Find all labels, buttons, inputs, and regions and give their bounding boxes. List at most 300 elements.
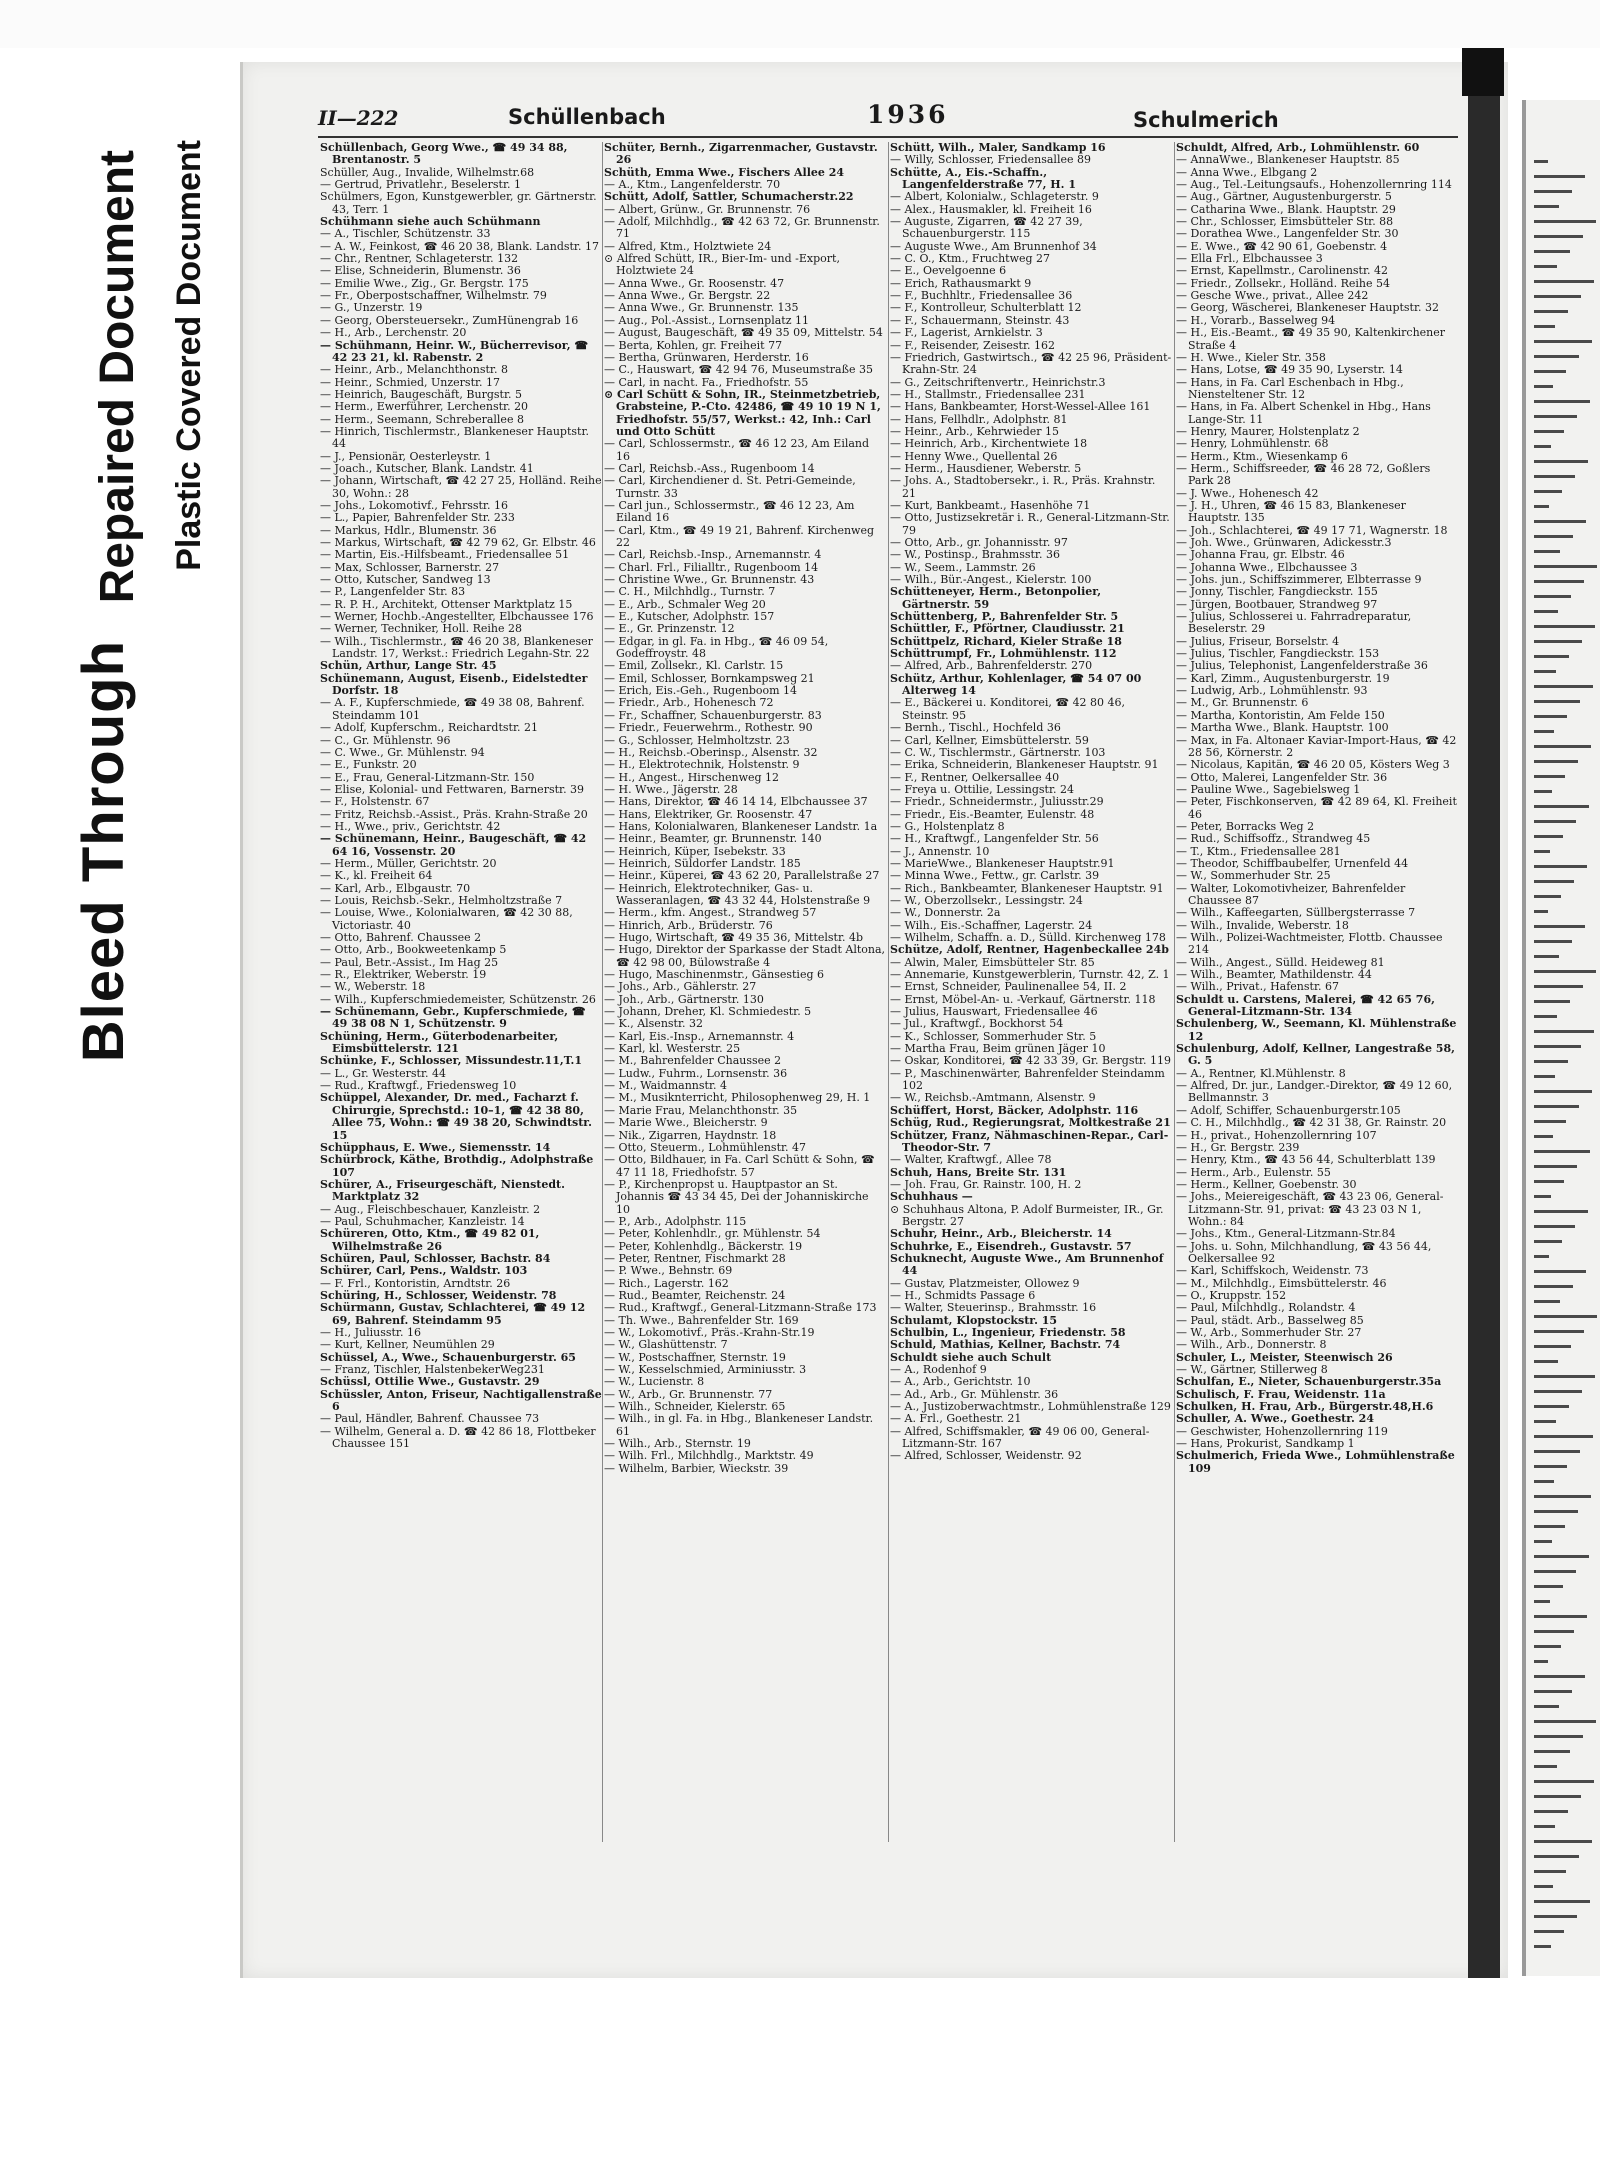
adjacent-page-text-fragment xyxy=(1534,1465,1567,1468)
directory-entry: — Heinr., Arb., Kehrwieder 15 xyxy=(890,424,1059,438)
directory-entry: — Alfred, Arb., Bahrenfelderstr. 270 xyxy=(890,659,1093,673)
directory-entry: — Karl, Zimm., Augustenburgerstr. 19 xyxy=(1176,671,1390,685)
directory-entry: — W., Glashüttenstr. 7 xyxy=(604,1338,728,1352)
directory-entry: Schulken, H. Frau, Arb., Bürgerstr.48,H.6 xyxy=(1176,1400,1434,1414)
directory-entry: — F., Schauermann, Steinstr. 43 xyxy=(890,313,1070,327)
directory-entry: — Karl, kl. Westerstr. 25 xyxy=(604,1042,741,1056)
adjacent-page-text-fragment xyxy=(1534,700,1580,703)
adjacent-page-text-fragment xyxy=(1534,1015,1557,1018)
directory-entry: — Erich, Rathausmarkt 9 xyxy=(890,276,1032,290)
directory-entry: — Georg, Wäscherei, Blankeneser Hauptstr. 32 xyxy=(1176,301,1440,315)
directory-entry: Schüg, Rud., Regierungsrat, Moltkestraße 21 xyxy=(890,1116,1171,1130)
directory-entry: — Alfred, Dr. jur., Landger.-Direktor, ☎ 49 12 60, Bellmannstr. 3 xyxy=(1176,1079,1453,1105)
directory-entry: — Dorathea Wwe., Langenfelder Str. 30 xyxy=(1176,227,1399,241)
directory-entry: — Ludwig, Arb., Lohmühlenstr. 93 xyxy=(1176,684,1368,698)
directory-entry: — Minna Wwe., Fettw., gr. Carlstr. 39 xyxy=(890,869,1100,883)
adjacent-page-text-fragment xyxy=(1534,1090,1592,1093)
directory-entry: Schüttrumpf, Fr., Lohmühlenstr. 112 xyxy=(890,647,1117,661)
directory-entry: — Hans, in Fa. Carl Eschenbach in Hbg., Niensteltener Str. 12 xyxy=(1176,375,1404,401)
directory-entry: — C., Hauswart, ☎ 42 94 76, Museumstraße 35 xyxy=(604,363,873,377)
adjacent-page-text-fragment xyxy=(1534,1480,1554,1483)
adjacent-page-text-fragment xyxy=(1534,1315,1597,1318)
directory-entry: — Wilh., Angest., Sülld. Heideweg 81 xyxy=(1176,955,1385,969)
directory-entry: Schuldt u. Carstens, Malerei, ☎ 42 65 76, General-Litzmann-Str. 134 xyxy=(1176,992,1435,1019)
directory-entry: — M., Waidmannstr. 4 xyxy=(604,1079,727,1093)
directory-entry: — F., Reisender, Zeisestr. 162 xyxy=(890,338,1055,352)
directory-entry: — Rud., Beamter, Reichenstr. 24 xyxy=(604,1288,786,1302)
directory-entry: — Henry, Maurer, Holstenplatz 2 xyxy=(1176,424,1360,438)
directory-entry: — Hinrich, Tischlermstr., Blankeneser Hauptstr. 44 xyxy=(320,424,590,451)
directory-entry: — Johs. A., Stadtobersekr., i. R., Präs. Krahnstr. 21 xyxy=(890,474,1156,500)
adjacent-page-text-fragment xyxy=(1534,160,1548,163)
directory-entry: — J. H., Uhren, ☎ 46 15 83, Blankeneser Hauptstr. 135 xyxy=(1176,498,1406,525)
directory-entry: — Walter, Steuerinsp., Brahmsstr. 16 xyxy=(890,1301,1097,1315)
directory-entry: — Wilh., Invalide, Weberstr. 18 xyxy=(1176,918,1349,932)
directory-entry: Schüpphaus, E. Wwe., Siemensstr. 14 xyxy=(320,1140,551,1154)
directory-entry: — Paul, Milchhdlg., Rolandstr. 4 xyxy=(1176,1301,1356,1315)
directory-entry: — Alfred, Schlosser, Weidenstr. 92 xyxy=(890,1449,1082,1463)
directory-entry: — Ludw., Fuhrm., Lornsenstr. 36 xyxy=(604,1066,788,1080)
adjacent-page-text-fragment xyxy=(1534,790,1552,793)
directory-entry: — Ella Frl., Elbchaussee 3 xyxy=(1176,252,1323,266)
directory-entry: — H., Eis.-Beamt., ☎ 49 35 90, Kaltenkirchener Straße 4 xyxy=(1176,326,1446,352)
directory-entry: Schulenburg, Adolf, Kellner, Langestraße 58, G. 5 xyxy=(1176,1042,1455,1068)
directory-entry: — Wilhelm, Schaffn. a. D., Sülld. Kirchenweg 178 xyxy=(890,931,1166,944)
directory-entry: — J. Wwe., Hohenesch 42 xyxy=(1176,486,1319,500)
directory-entry: — Kurt, Kellner, Neumühlen 29 xyxy=(320,1338,495,1352)
directory-entry: — Ad., Arb., Gr. Mühlenstr. 36 xyxy=(890,1387,1059,1401)
directory-entry: — Otto, Bildhauer, in Fa. Carl Schütt & Sohn, ☎ 47 11 18, Friedhofstr. 57 xyxy=(604,1153,875,1179)
directory-entry: — Emil, Schlosser, Bornkampsweg 21 xyxy=(604,671,815,685)
adjacent-page-text-fragment xyxy=(1534,1600,1550,1603)
adjacent-page-text-fragment xyxy=(1534,1945,1551,1948)
directory-entry: — H. Wwe., Jägerstr. 28 xyxy=(604,782,738,796)
directory-entry: — Julius, Schlosserei u. Fahrradreparatur, Beselerstr. 29 xyxy=(1176,610,1412,636)
directory-entry: — Henry, Ktm., ☎ 43 56 44, Schulterblatt 139 xyxy=(1176,1153,1436,1167)
adjacent-page-text-fragment xyxy=(1534,190,1572,193)
directory-entry: Schünke, F., Schlosser, Missundestr.11,T.1 xyxy=(320,1054,583,1068)
directory-entry: — Friedr., Feuerwehrm., Rothestr. 90 xyxy=(604,721,813,735)
directory-entry: Schüning, Herm., Güterbodenarbeiter, Eimsbüttelerstr. 121 xyxy=(320,1029,559,1056)
directory-entry: — Adolf, Schiffer, Schauenburgerstr.105 xyxy=(1176,1103,1401,1117)
directory-entry: — Friedr., Schneidermstr., Juliusstr.29 xyxy=(890,795,1104,809)
column-divider xyxy=(1174,142,1175,1842)
adjacent-page-text-fragment xyxy=(1534,1105,1579,1108)
adjacent-page-text-fragment xyxy=(1534,475,1575,478)
adjacent-page-text-fragment xyxy=(1534,685,1593,688)
adjacent-page-text-fragment xyxy=(1534,1825,1555,1828)
directory-entry: Schuldt, Alfred, Arb., Lohmühlenstr. 60 xyxy=(1176,142,1420,154)
directory-entry: — C. W., Tischlermstr., Gärtnerstr. 103 xyxy=(890,745,1106,759)
directory-entry: — Carl, Reichsb.-Ass., Rugenboom 14 xyxy=(604,461,815,475)
directory-entry: — K., Alsenstr. 32 xyxy=(604,1017,704,1031)
directory-entry: — Peter, Rentner, Fischmarkt 28 xyxy=(604,1251,786,1265)
directory-entry: Schuller, A. Wwe., Goethestr. 24 xyxy=(1176,1412,1374,1426)
directory-entry: Schüren, Paul, Schlosser, Bachstr. 84 xyxy=(320,1251,551,1265)
directory-entry: — Hans, Kolonialwaren, Blankeneser Landstr. 1a xyxy=(604,819,878,833)
directory-entry: — Otto, Arb., gr. Johannisstr. 97 xyxy=(890,536,1068,549)
directory-entry: — E. Wwe., ☎ 42 90 61, Goebenstr. 4 xyxy=(1176,239,1388,253)
directory-entry: — E., Funkstr. 20 xyxy=(320,758,417,772)
directory-entry: — H., Vorarb., Basselweg 94 xyxy=(1176,313,1336,327)
directory-entry: — Wilhelm, Barbier, Wieckstr. 39 xyxy=(604,1461,789,1475)
directory-entry: — Berta, Kohlen, gr. Freiheit 77 xyxy=(604,338,783,352)
directory-entry: — Aug., Tel.-Leitungsaufs., Hohenzollernring 114 xyxy=(1176,178,1452,192)
directory-entry: — Peter, Borracks Weg 2 xyxy=(1176,819,1315,833)
directory-entry: — Elise, Kolonial- und Fettwaren, Barnerstr. 39 xyxy=(320,782,585,796)
directory-entry: — Th. Wwe., Bahrenfelder Str. 169 xyxy=(604,1313,799,1327)
adjacent-page-text-fragment xyxy=(1534,1930,1564,1933)
directory-entry: — Johanna Frau, gr. Elbstr. 46 xyxy=(1176,548,1345,562)
adjacent-page-text-fragment xyxy=(1534,1690,1572,1693)
adjacent-page-text-fragment xyxy=(1534,1810,1568,1813)
directory-column-4 xyxy=(1176,142,1458,1922)
directory-entry: — Julius, Friseur, Borselstr. 4 xyxy=(1176,634,1340,648)
directory-entry: — Gesche Wwe., privat., Allee 242 xyxy=(1176,289,1369,303)
directory-entry: — Peter, Fischkonserven, ☎ 42 89 64, Kl. Freiheit 46 xyxy=(1176,795,1457,821)
directory-entry: — Heinr., Schmied, Unzerstr. 17 xyxy=(320,375,501,389)
directory-entry: — Otto, Kutscher, Sandweg 13 xyxy=(320,573,491,587)
adjacent-page-text-fragment xyxy=(1534,1255,1549,1258)
adjacent-page-text-fragment xyxy=(1534,205,1559,208)
directory-entry: — Ernst, Möbel-An- u. -Verkauf, Gärtnerstr. 118 xyxy=(890,992,1156,1006)
directory-entry: — Hans, Bankbeamter, Horst-Wessel-Allee 161 xyxy=(890,400,1151,414)
directory-entry: — Wilh., Eis.-Schaffner, Lagerstr. 24 xyxy=(890,918,1093,932)
directory-entry: Schürmann, Gustav, Schlachterei, ☎ 49 12 69, Bahrenf. Steindamm 95 xyxy=(320,1301,586,1327)
directory-entry: — Herm., Seemann, Schreberallee 8 xyxy=(320,412,524,426)
adjacent-page-text-fragment xyxy=(1534,1885,1553,1888)
adjacent-page-text-fragment xyxy=(1534,1150,1590,1153)
directory-entry: — Peter, Kohlenhdlr., gr. Mühlenstr. 54 xyxy=(604,1227,821,1241)
page-number: II—222 xyxy=(318,106,399,130)
directory-entry: — Wilh., Arb., Donnerstr. 8 xyxy=(1176,1338,1327,1352)
directory-entry: — G., Holstenplatz 8 xyxy=(890,819,1005,833)
directory-entry: — Rud., Kraftwgf., Friedensweg 10 xyxy=(320,1079,517,1093)
directory-entry: — O., Kruppstr. 152 xyxy=(1176,1288,1287,1302)
directory-entry: — H., Arb., Lerchenstr. 20 xyxy=(320,326,467,340)
adjacent-page-text-fragment xyxy=(1534,1060,1568,1063)
adjacent-page-text-fragment xyxy=(1534,445,1551,448)
adjacent-page-text-fragment xyxy=(1534,430,1564,433)
directory-entry: — F., Kontrolleur, Schulterblatt 12 xyxy=(890,301,1082,315)
adjacent-page-text-fragment xyxy=(1534,880,1574,883)
adjacent-page-text-fragment xyxy=(1534,865,1587,868)
directory-entry: — W., Lucienstr. 8 xyxy=(604,1375,705,1389)
directory-entry: — Paul, Händler, Bahrenf. Chaussee 73 xyxy=(320,1412,540,1426)
directory-entry: — Joh. Frau, Gr. Rainstr. 100, H. 2 xyxy=(890,1177,1082,1191)
adjacent-page-text-fragment xyxy=(1534,385,1553,388)
adjacent-page-text-fragment xyxy=(1534,670,1556,673)
directory-entry: — Wilh., Privat., Hafenstr. 67 xyxy=(1176,980,1340,994)
directory-entry: — Fr., Oberpostschaffner, Wilhelmstr. 79 xyxy=(320,289,547,303)
directory-entry: — Otto, Justizsekretär i. R., General-Litzmann-Str. 79 xyxy=(890,511,1170,537)
directory-entry: — Albert, Kolonialw., Schlageterstr. 9 xyxy=(890,190,1099,204)
directory-entry: — Martha, Kontoristin, Am Felde 150 xyxy=(1176,708,1385,722)
directory-entry: — Marie Wwe., Bleicherstr. 9 xyxy=(604,1116,768,1130)
adjacent-page-text-fragment xyxy=(1534,1330,1584,1333)
directory-entry: — Karl, Eis.-Insp., Arnemannstr. 4 xyxy=(604,1029,795,1043)
directory-entry: Schütte, A., Eis.-Schaffn., Langenfelderstraße 77, H. 1 xyxy=(890,165,1076,192)
directory-entry: — Werner, Techniker, Holl. Reihe 28 xyxy=(320,622,523,636)
adjacent-page-text-fragment xyxy=(1534,1045,1581,1048)
adjacent-page-text-fragment xyxy=(1534,745,1591,748)
directory-entry: — C. Wwe., Gr. Mühlenstr. 94 xyxy=(320,745,485,759)
directory-entry: — Alex., Hausmakler, kl. Freiheit 16 xyxy=(890,202,1092,216)
directory-entry: — Hans, Direktor, ☎ 46 14 14, Elbchaussee 37 xyxy=(604,795,868,809)
directory-entry: — Friedr., Eis.-Beamter, Eulenstr. 48 xyxy=(890,807,1095,821)
directory-entry: — August, Baugeschäft, ☎ 49 35 09, Mittelstr. 54 xyxy=(604,326,883,340)
directory-entry: — W., Reichsb.-Amtmann, Alsenstr. 9 xyxy=(890,1091,1096,1105)
directory-entry: — P., Langenfelder Str. 83 xyxy=(320,585,466,599)
directory-entry: — Wilh., Polizei-Wachtmeister, Flottb. Chaussee 214 xyxy=(1176,931,1443,957)
directory-entry: — Adolf, Kupferschm., Reichardtstr. 21 xyxy=(320,721,538,735)
adjacent-page-text-fragment xyxy=(1534,1615,1587,1618)
adjacent-page-text-fragment xyxy=(1534,1180,1564,1183)
directory-entry: — Emil, Zollsekr., Kl. Carlstr. 15 xyxy=(604,659,784,673)
directory-entry: — Rud., Kraftwgf., General-Litzmann-Straße 173 xyxy=(604,1301,877,1315)
directory-entry: Schütteneyer, Herm., Betonpolier, Gärtnerstr. 59 xyxy=(890,585,1102,611)
directory-entry: — Hans, Prokurist, Sandkamp 1 xyxy=(1176,1437,1355,1451)
directory-entry: — W., Oberzollsekr., Lessingstr. 24 xyxy=(890,893,1083,907)
directory-entry: — W., Kesselschmied, Arminiusstr. 3 xyxy=(604,1363,807,1377)
directory-entry: Schüth, Emma Wwe., Fischers Allee 24 xyxy=(604,165,845,179)
adjacent-page-text-fragment xyxy=(1534,370,1566,373)
directory-entry: — Joh. Wwe., Grünwaren, Adickesstr.3 xyxy=(1176,536,1392,549)
header-rule xyxy=(318,136,1458,138)
adjacent-page-text-fragment xyxy=(1534,1240,1562,1243)
directory-entry: — Otto, Bahrenf. Chaussee 2 xyxy=(320,931,482,944)
directory-entry: — C. O., Ktm., Fruchtweg 27 xyxy=(890,252,1051,266)
adjacent-page-text-fragment xyxy=(1534,970,1596,973)
directory-entry: — Nicolaus, Kapitän, ☎ 46 20 05, Kösters Weg 3 xyxy=(1176,758,1450,772)
directory-entry: — H., Stallmstr., Friedensallee 231 xyxy=(890,387,1086,401)
directory-entry: — Aug., Fleischbeschauer, Kanzleistr. 2 xyxy=(320,1202,541,1216)
directory-entry: — H., Angest., Hirschenweg 12 xyxy=(604,770,780,784)
directory-entry: — Gertrud, Privatlehr., Beselerstr. 1 xyxy=(320,178,522,192)
directory-entry: — E., Bäckerei u. Konditorei, ☎ 42 80 46, Steinstr. 95 xyxy=(890,696,1126,722)
directory-entry: — C. H., Milchhdlg., Turnstr. 7 xyxy=(604,585,776,599)
directory-entry: — Heinrich, Süldorfer Landstr. 185 xyxy=(604,856,801,870)
directory-entry: — Fritz, Reichsb.-Assist., Präs. Krahn-Straße 20 xyxy=(320,807,588,821)
directory-entry: — Walter, Kraftwgf., Allee 78 xyxy=(890,1153,1052,1167)
adjacent-page-text-fragment xyxy=(1534,775,1565,778)
directory-entry: Schuhr, Heinr., Arb., Bleicherstr. 14 xyxy=(890,1227,1112,1241)
directory-entry: — Henry, Lohmühlenstr. 68 xyxy=(1176,437,1329,451)
adjacent-page-text-fragment xyxy=(1534,1195,1551,1198)
directory-entry: — Catharina Wwe., Blank. Hauptstr. 29 xyxy=(1176,202,1396,216)
directory-entry: — Karl, Arb., Elbgaustr. 70 xyxy=(320,881,471,895)
directory-entry: — Johs. u. Sohn, Milchhandlung, ☎ 43 56 44, Oelkersallee 92 xyxy=(1176,1239,1432,1265)
adjacent-page-text-fragment xyxy=(1534,415,1577,418)
directory-entry: — Wilh., Tischlermstr., ☎ 46 20 38, Blankeneser Landstr. 17, Werkst.: Friedrich Legahn-Str. 22 xyxy=(320,634,593,661)
directory-entry: — E., Oevelgoenne 6 xyxy=(890,264,1007,278)
directory-entry: — H., privat., Hohenzollernring 107 xyxy=(1176,1128,1377,1142)
directory-entry: — H., Wwe., priv., Gerichtstr. 42 xyxy=(320,819,501,833)
directory-entry: — A., Arb., Gerichtstr. 10 xyxy=(890,1375,1031,1389)
directory-entry: — Max, in Fa. Altonaer Kaviar-Import-Haus, ☎ 42 28 56, Körnerstr. 2 xyxy=(1176,733,1457,759)
adjacent-page-text-fragment xyxy=(1534,985,1583,988)
directory-entry: — H., Juliusstr. 16 xyxy=(320,1326,421,1339)
adjacent-page-text-fragment xyxy=(1534,1840,1592,1843)
adjacent-page-text-fragment xyxy=(1534,1165,1577,1168)
directory-entry: — C. H., Milchhdlg., ☎ 42 31 38, Gr. Rainstr. 20 xyxy=(1176,1116,1447,1130)
adjacent-page-text-fragment xyxy=(1534,1645,1561,1648)
adjacent-page-text-fragment xyxy=(1534,265,1557,268)
directory-entry: — Julius, Telephonist, Langenfelderstraße 36 xyxy=(1176,659,1428,673)
adjacent-page-text-fragment xyxy=(1534,820,1576,823)
directory-entry: — Annemarie, Kunstgewerblerin, Turnstr. 42, Z. 1 xyxy=(890,968,1170,982)
directory-entry: — A. Frl., Goethestr. 21 xyxy=(890,1412,1022,1426)
adjacent-page-text-fragment xyxy=(1534,715,1567,718)
directory-entry: — E., Gr. Prinzenstr. 12 xyxy=(604,622,735,636)
directory-entry: — Louise, Wwe., Kolonialwaren, ☎ 42 30 88, Victoriastr. 40 xyxy=(320,906,573,932)
adjacent-page-text-fragment xyxy=(1534,1030,1594,1033)
adjacent-page-strip xyxy=(1522,100,1600,1976)
directory-entry: — E., Frau, General-Litzmann-Str. 150 xyxy=(320,770,535,784)
directory-entry: — Elise, Schneiderin, Blumenstr. 36 xyxy=(320,264,521,278)
adjacent-page-text-fragment xyxy=(1534,400,1590,403)
directory-entry: — A. W., Feinkost, ☎ 46 20 38, Blank. Landstr. 17 xyxy=(320,239,599,253)
directory-entry: Schüllenbach, Georg Wwe., ☎ 49 34 88, Brentanostr. 5 xyxy=(320,142,568,167)
directory-entry: Schünemann, August, Eisenb., Eidelstedter Dorfstr. 18 xyxy=(320,671,588,698)
directory-entry: — Carl jun., Schlossermstr., ☎ 46 12 23, Am Eiland 16 xyxy=(604,498,855,525)
directory-entry: — Herm., Ewerführer, Lerchenstr. 20 xyxy=(320,400,529,414)
directory-entry: Schütze, Adolf, Rentner, Hagenbeckallee 24b xyxy=(890,943,1169,957)
adjacent-page-text-fragment xyxy=(1534,1420,1556,1423)
directory-entry: — H., Reichsb.-Oberinsp., Alsenstr. 32 xyxy=(604,745,818,759)
directory-entry: Schuknecht, Auguste Wwe., Am Brunnenhof 44 xyxy=(890,1251,1164,1278)
directory-entry: — Aug., Pol.-Assist., Lornsenplatz 11 xyxy=(604,313,810,327)
directory-entry: — Johs. jun., Schiffszimmerer, Elbterrasse 9 xyxy=(1176,573,1422,587)
directory-entry: — Heinr., Arb., Melanchthonstr. 8 xyxy=(320,363,508,377)
adjacent-page-text-fragment xyxy=(1534,730,1554,733)
directory-entry: — Hugo, Direktor der Sparkasse der Stadt Altona, ☎ 42 98 00, Bülowstraße 4 xyxy=(604,943,886,969)
directory-entry: — Heinrich, Küper, Isebekstr. 33 xyxy=(604,844,786,858)
directory-entry: — A., Ktm., Langenfelderstr. 70 xyxy=(604,178,781,192)
adjacent-page-text-fragment xyxy=(1534,1630,1574,1633)
adjacent-page-text-fragment xyxy=(1534,505,1549,508)
adjacent-page-text-fragment xyxy=(1534,1675,1585,1678)
directory-entry: Schüssl, Ottilie Wwe., Gustavstr. 29 xyxy=(320,1375,540,1389)
directory-entry: — H., Kraftwgf., Langenfelder Str. 56 xyxy=(890,832,1099,846)
directory-entry: — Erika, Schneiderin, Blankeneser Hauptstr. 91 xyxy=(890,758,1159,772)
directory-entry: — H. Wwe., Kieler Str. 358 xyxy=(1176,350,1326,364)
directory-entry: — Johs., Lokomotivf., Fehrsstr. 16 xyxy=(320,498,508,512)
directory-entry: Schürbrock, Käthe, Brothdig., Adolphstraße 107 xyxy=(320,1153,594,1179)
directory-entry: Schuhhaus — xyxy=(890,1190,973,1204)
directory-entry: — H., Elektrotechnik, Holstenstr. 9 xyxy=(604,758,800,772)
directory-entry: — Jul., Kraftwgf., Bockhorst 54 xyxy=(890,1017,1064,1031)
adjacent-page-text-fragment xyxy=(1534,1450,1580,1453)
directory-entry: — Christine Wwe., Gr. Brunnenstr. 43 xyxy=(604,573,815,587)
adjacent-page-text-fragment xyxy=(1534,535,1573,538)
adjacent-page-text-fragment xyxy=(1534,1870,1566,1873)
adjacent-page-text-fragment xyxy=(1534,220,1596,223)
directory-entry: — Bertha, Grünwaren, Herderstr. 16 xyxy=(604,350,809,364)
directory-entry: — Schünemann, Gebr., Kupferschmiede, ☎ 49 38 08 N 1, Schützenstr. 9 xyxy=(320,1005,586,1031)
directory-entry: — Johanna Wwe., Elbchaussee 3 xyxy=(1176,560,1358,574)
directory-entry: — Johann, Wirtschaft, ☎ 42 27 25, Holländ. Reihe 30, Wohn.: 28 xyxy=(320,474,602,500)
directory-entry: — A., Rentner, Kl.Mühlenstr. 8 xyxy=(1176,1066,1346,1080)
directory-entry: Schüssel, A., Wwe., Schauenburgerstr. 65 xyxy=(320,1350,576,1364)
directory-entry: — M., Musiknterricht, Philosophenweg 29, H. 1 xyxy=(604,1091,871,1105)
directory-entry: Schürer, A., Friseurgeschäft, Nienstedt. Marktplatz 32 xyxy=(320,1177,565,1204)
directory-entry: — Ernst, Kapellmstr., Carolinenstr. 42 xyxy=(1176,264,1389,278)
adjacent-page-text-fragment xyxy=(1534,760,1578,763)
directory-entry: — Albert, Grünw., Gr. Brunnenstr. 76 xyxy=(604,202,811,216)
adjacent-page-text-fragment xyxy=(1534,1570,1576,1573)
directory-entry: — Gustav, Platzmeister, Ollowez 9 xyxy=(890,1276,1080,1290)
directory-entry: Schuld, Mathias, Kellner, Bachstr. 74 xyxy=(890,1338,1121,1352)
directory-entry: — Friedrich, Gastwirtsch., ☎ 42 25 96, Präsident-Krahn-Str. 24 xyxy=(890,350,1172,377)
directory-column-1 xyxy=(320,142,602,1922)
directory-entry: — Hans, in Fa. Albert Schenkel in Hbg., Hans Lange-Str. 11 xyxy=(1176,400,1431,426)
directory-entry: — W., Gärtner, Stillerweg 8 xyxy=(1176,1363,1328,1377)
adjacent-page-text-fragment xyxy=(1534,1915,1577,1918)
adjacent-page-text-fragment xyxy=(1534,1540,1552,1543)
directory-entry: — Werner, Hochb.-Angestellter, Elbchaussee 176 xyxy=(320,610,594,624)
directory-entry: — Wilh., Kaffeegarten, Süllbergsterrasse 7 xyxy=(1176,906,1416,920)
directory-entry: Schüreren, Otto, Ktm., ☎ 49 82 01, Wilhelmstraße 26 xyxy=(320,1227,540,1253)
directory-entry: — Rich., Lagerstr. 162 xyxy=(604,1276,729,1290)
directory-entry: Schühmann siehe auch Schühmann xyxy=(320,215,541,229)
directory-entry: — M., Bahrenfelder Chaussee 2 xyxy=(604,1054,782,1068)
directory-entry: — W., Arb., Sommerhuder Str. 27 xyxy=(1176,1326,1362,1339)
adjacent-page-text-fragment xyxy=(1534,1555,1589,1558)
directory-entry: — Walter, Lokomotivheizer, Bahrenfelder Chaussee 87 xyxy=(1176,881,1406,907)
directory-column-3 xyxy=(890,142,1172,1922)
directory-entry: — E., Arb., Schmaler Weg 20 xyxy=(604,597,766,611)
adjacent-page-text-fragment xyxy=(1534,835,1563,838)
directory-entry: — Anna Wwe., Gr. Roosenstr. 47 xyxy=(604,276,785,290)
directory-entry: — Carl, Reichsb.-Insp., Arnemannstr. 4 xyxy=(604,548,822,562)
directory-entry: — Auguste, Zigarren, ☎ 42 27 39, Schauenburgerstr. 115 xyxy=(890,215,1083,241)
directory-entry: Schüttenberg, P., Bahrenfelder Str. 5 xyxy=(890,610,1119,624)
directory-entry: — Willy, Schlosser, Friedensallee 89 xyxy=(890,153,1091,167)
adjacent-page-text-fragment xyxy=(1534,1135,1553,1138)
directory-entry: — Carl, Ktm., ☎ 49 19 21, Bahrenf. Kirchenweg 22 xyxy=(604,523,875,549)
adjacent-page-text-fragment xyxy=(1534,1795,1581,1798)
directory-entry: — Herm., Hausdiener, Weberstr. 5 xyxy=(890,461,1082,475)
directory-entry: — Wilh., Kupferschmiedemeister, Schützenstr. 26 xyxy=(320,992,596,1006)
adjacent-page-text-fragment xyxy=(1534,295,1581,298)
adjacent-page-text-fragment xyxy=(1534,1345,1571,1348)
directory-entry: — Nik., Zigarren, Haydnstr. 18 xyxy=(604,1128,777,1142)
directory-entry: — Herm., Ktm., Wiesenkamp 6 xyxy=(1176,449,1348,463)
directory-entry: — Aug., Gärtner, Augustenburgerstr. 5 xyxy=(1176,190,1392,204)
directory-entry: — W., Postinsp., Brahmsstr. 36 xyxy=(890,548,1060,562)
directory-entry: Schulenberg, W., Seemann, Kl. Mühlenstraße 12 xyxy=(1176,1017,1457,1043)
directory-entry: — Alfred, Ktm., Holztwiete 24 xyxy=(604,239,772,253)
directory-entry: — L., Gr. Westerstr. 44 xyxy=(320,1066,446,1080)
directory-entry: — Carl, in nacht. Fa., Friedhofstr. 55 xyxy=(604,375,809,389)
adjacent-page-text-fragment xyxy=(1534,1360,1558,1363)
directory-entry: — Heinrich, Baugeschäft, Burgstr. 5 xyxy=(320,387,523,401)
adjacent-page-text-fragment xyxy=(1534,940,1572,943)
directory-entry: — Freya u. Ottilie, Lessingstr. 24 xyxy=(890,782,1075,796)
adjacent-page-text-fragment xyxy=(1534,625,1595,628)
directory-entry: — Jonny, Tischler, Fangdieckstr. 155 xyxy=(1176,585,1378,599)
directory-entry: — Alwin, Maler, Eimsbütteler Str. 85 xyxy=(890,955,1095,969)
directory-entry: Schulisch, F. Frau, Weidenstr. 11a xyxy=(1176,1387,1386,1401)
directory-entry: — Friedr., Arb., Hohenesch 72 xyxy=(604,696,774,710)
adjacent-page-text-fragment xyxy=(1534,1120,1566,1123)
directory-entry: — G., Schlosser, Helmholtzstr. 23 xyxy=(604,733,790,747)
directory-entry: — Wilh. Frl., Milchhdlg., Marktstr. 49 xyxy=(604,1449,814,1463)
directory-entry: — Geschwister, Hohenzollernring 119 xyxy=(1176,1424,1388,1438)
directory-entry: — J., Annenstr. 10 xyxy=(890,844,990,858)
directory-entry: Schulfan, E., Nieter, Schauenburgerstr.35a xyxy=(1176,1375,1442,1389)
